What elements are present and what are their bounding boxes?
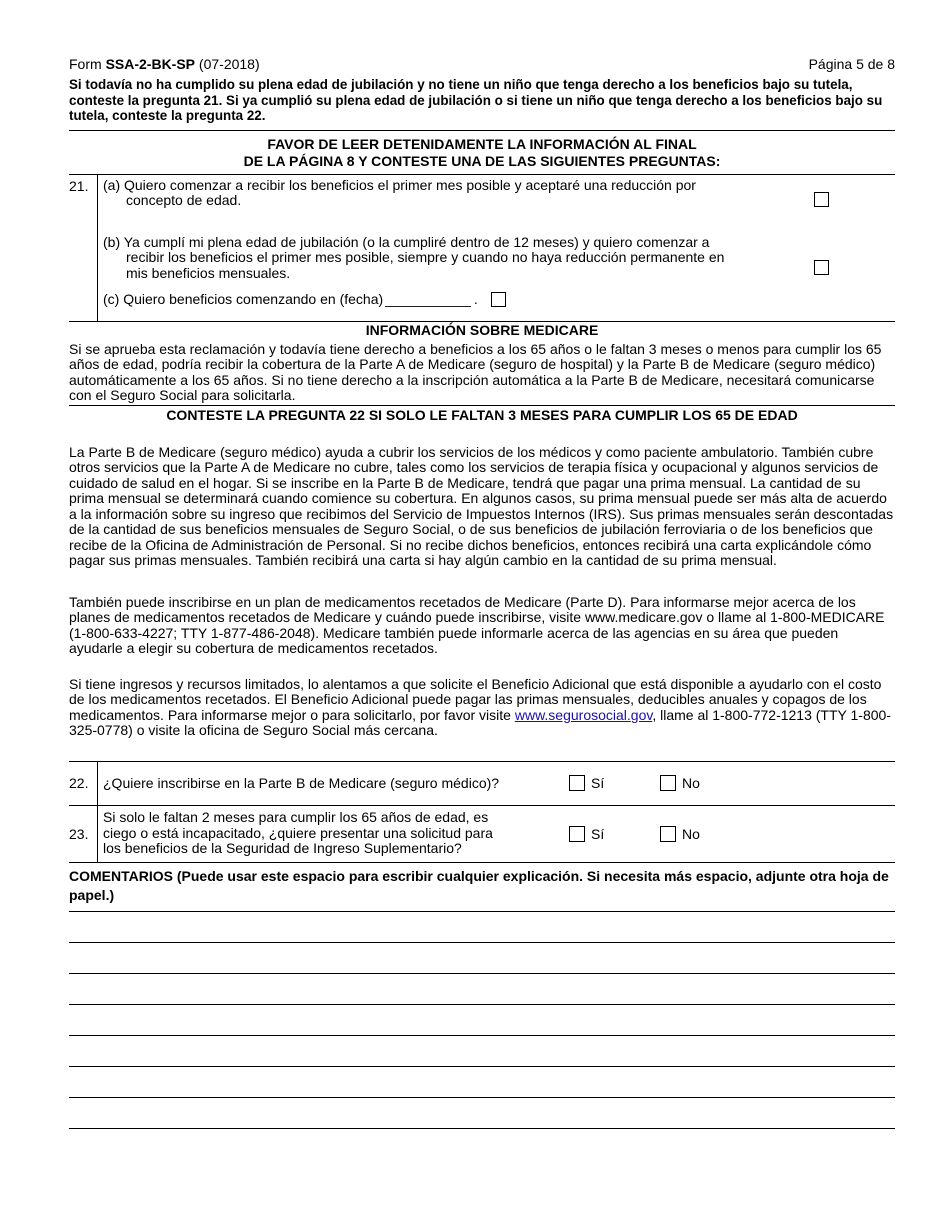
- part-b-paragraph: La Parte B de Medicare (seguro médico) ayuda a cubrir los servicios de los médicos y como paciente ambulatorio. También cubre otros servicios que la Parte A de Medicare no cubre, tales como los servicios de terapia física y ocupacional y algunos servicios de cuidado de salud en el hogar. Si se inscribe en la Parte B de Medicare, tendrá que pagar una prima mensual. La cantidad de su prima mensual se determinará cuando comience su cobertura. En algunos casos, su prima mensual puede ser más alta de acuerdo a la información sobre su ingreso que recibimos del Servicio de Impuestos Internos (IRS). Sus primas mensuales serán descontadas de la cantidad de sus beneficios mensuales de Seguro Social, o de sus beneficios de jubilación ferroviaria o de los beneficios que recibe de la Oficina de Administración de Personal. Si no recibe dichos beneficios, entonces recibirá una carta explicándole cómo pagar sus primas mensuales. También recibirá una carta si hay algún cambio en la cantidad de su prima mensual.: [69, 443, 894, 568]
- q23-no-option[interactable]: [660, 826, 700, 842]
- q21-a-line-1: (a) Quiero comenzar a recibir los beneficios el primer mes posible y aceptaré una reducción por: [103, 176, 696, 193]
- intro-instructions: Si todavía no ha cumplido su plena edad de jubilación y no tiene un niño que tenga derecho a los beneficios bajo su tutela, conteste la pregunta 21. Si ya cumplió su plena edad de jubilación o si tiene un niño que tenga derecho a los beneficios bajo su tutela, conteste la pregunta 22.: [69, 77, 883, 123]
- comment-line[interactable]: [69, 973, 895, 1004]
- question-number: 23.: [69, 825, 89, 842]
- q21-c-period: .: [473, 291, 478, 307]
- q21-a-checkbox[interactable]: [814, 192, 829, 207]
- q21-c-date-field[interactable]: ___________: [385, 291, 471, 307]
- q22-no-option[interactable]: [660, 775, 700, 791]
- form-prefix: Form: [69, 56, 102, 72]
- q23-no-label: No: [682, 825, 700, 842]
- q21-b-checkbox[interactable]: [814, 260, 829, 275]
- q22-no-label: No: [682, 775, 700, 791]
- page-header: [69, 56, 895, 73]
- favor-heading: [69, 131, 895, 174]
- q23-text: Si solo le faltan 2 meses para cumplir los 65 años de edad, es ciego o está incapacitado, ¿quiere presentar una solicitud para los beneficios de la Seguridad de Ingreso Suplementario?: [103, 809, 493, 857]
- page-number: Página 5 de 8: [808, 56, 895, 72]
- q22-text: ¿Quiere inscribirse en la Parte B de Medicare (seguro médico)?: [103, 775, 500, 791]
- q21-a-line-2: concepto de edad.: [126, 192, 242, 208]
- q21-b-line-1: (b) Ya cumplí mi plena edad de jubilación (o la cumpliré dentro de 12 meses) y quiero comenzar a: [103, 233, 710, 250]
- q22-yes-option[interactable]: [569, 775, 660, 791]
- divider: [69, 862, 895, 863]
- q23-yes-label: Sí: [591, 825, 605, 842]
- medicare-title: INFORMACIÓN SOBRE MEDICARE: [365, 321, 599, 338]
- comments-label: COMENTARIOS (Puede usar este espacio para escribir cualquier explicación. Si necesita más espacio, adjunte otra hoja de papel.): [69, 867, 889, 903]
- question-21: [69, 175, 895, 321]
- medicare-info-text: Si se aprueba esta reclamación y todavía tiene derecho a beneficios a los 65 años o le faltan 3 meses o menos para cumplir los 65 años de edad, podría recibir la cobertura de la Parte A de Medicare (seguro de hospital) y la Parte B de Medicare (seguro médico) automáticamente a los 65 años. Si no tiene derecho a la inscripción automática a la Parte B de Medicare, necesitará comunicarse con el Seguro Social para solicitarla.: [69, 340, 882, 403]
- favor-line-1: FAVOR DE LEER DETENIDAMENTE LA INFORMACIÓN AL FINAL: [267, 135, 697, 152]
- form-id: [69, 56, 260, 73]
- comment-line[interactable]: [69, 1066, 895, 1097]
- comment-line[interactable]: [69, 1035, 895, 1066]
- question-23: [69, 806, 895, 862]
- comment-line[interactable]: [69, 1128, 895, 1129]
- form-date: (07-2018): [198, 56, 260, 72]
- question-number: 22.: [69, 775, 89, 791]
- q21-option-c: [103, 291, 895, 307]
- extra-help-contact: , llame al 1-800-772-1213 (TTY 1-800-325-0778) o visite la oficina de Seguro Social más cercana.: [69, 706, 891, 738]
- form-number: SSA-2-BK-SP: [105, 56, 196, 72]
- favor-line-2: DE LA PÁGINA 8 Y CONTESTE UNA DE LAS SIGUIENTES PREGUNTAS:: [243, 152, 721, 169]
- comment-line[interactable]: [69, 1097, 895, 1128]
- comments-area[interactable]: [69, 911, 895, 1129]
- q22-yes-checkbox[interactable]: [569, 775, 585, 791]
- q21-c-checkbox[interactable]: [491, 292, 506, 307]
- question-22: [69, 762, 895, 805]
- part-d-paragraph: También puede inscribirse en un plan de medicamentos recetados de Medicare (Parte D). Para informarse mejor acerca de los planes de medicamentos recetados de Medicare y cuándo puede inscribirse, visite www.medicare.gov o llame al 1-800-MEDICARE (1-800-633-4227; TTY 1-877-486-2048). Medicare también puede informarle acerca de las agencias en su área que pueden ayudarle a elegir su cobertura de medicamentos recetados.: [69, 593, 885, 656]
- q22-heading: CONTESTE LA PREGUNTA 22 SI SOLO LE FALTAN 3 MESES PARA CUMPLIR LOS 65 DE EDAD: [166, 406, 798, 423]
- q21-c-text: (c) Quiero beneficios comenzando en (fecha): [103, 291, 384, 307]
- q21-option-a: [103, 178, 895, 209]
- divider: [69, 405, 895, 406]
- ssa-website-link[interactable]: www.segurosocial.gov: [514, 706, 653, 723]
- q23-yes-option[interactable]: [569, 826, 660, 842]
- q23-no-checkbox[interactable]: [660, 826, 676, 842]
- question-number: 21.: [69, 177, 89, 194]
- extra-help-paragraph: [69, 677, 895, 739]
- comment-line[interactable]: [69, 942, 895, 973]
- q22-yes-label: Sí: [591, 775, 605, 791]
- extra-help-text: Si tiene ingresos y recursos limitados, lo alentamos a que solicite el Beneficio Adicional que está disponible a ayudarlo con el costo de los medicamentos recetados. El Beneficio Adicional puede pagar las primas mensuales, deducibles anuales y copagos de los medicamentos. Para informarse mejor o para solicitarlo, por favor visite: [69, 675, 882, 723]
- form-page: [69, 56, 895, 1129]
- comment-line[interactable]: [69, 911, 895, 942]
- q21-option-b: [103, 235, 895, 282]
- q22-no-checkbox[interactable]: [660, 775, 676, 791]
- q21-b-line-3: mis beneficios mensuales.: [126, 264, 291, 281]
- q23-yes-checkbox[interactable]: [569, 826, 585, 842]
- q21-b-line-2: recibir los beneficios el primer mes posible, siempre y cuando no haya reducción permanente en: [126, 249, 725, 265]
- comment-line[interactable]: [69, 1004, 895, 1035]
